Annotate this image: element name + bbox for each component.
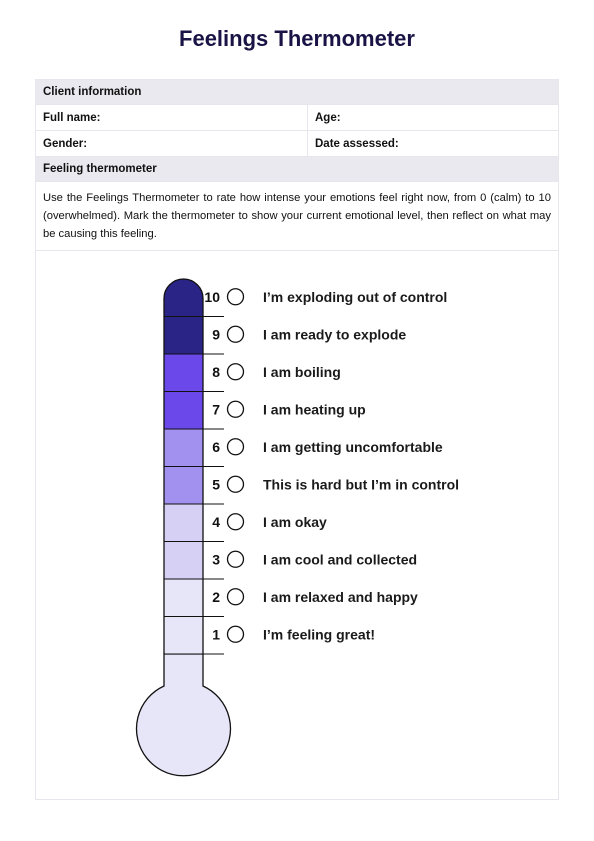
thermometer-segment — [164, 429, 203, 467]
age-field[interactable]: Age: — [315, 111, 341, 124]
thermometer-segment — [164, 317, 203, 355]
thermometer-segment — [164, 392, 203, 430]
thermometer-area — [36, 251, 558, 799]
thermometer-segment — [164, 542, 203, 580]
thermometer-segment — [164, 579, 203, 617]
level-label: I am getting uncomfortable — [263, 438, 443, 455]
thermometer-segment — [164, 504, 203, 542]
level-number: 1 — [212, 626, 220, 643]
level-label: I am relaxed and happy — [263, 588, 418, 605]
instructions-text: Use the Feelings Thermometer to rate how intense your emotions feel right now, from 0 (calm) to 10 (overwhelmed). Mark the thermometer to show your current emotional level, then reflect on what may be causing this feeling. — [36, 182, 558, 251]
level-number: 5 — [212, 476, 220, 493]
thermometer-segment — [164, 354, 203, 392]
level-label: I am okay — [263, 513, 327, 530]
level-number: 8 — [212, 363, 220, 380]
level-number: 6 — [212, 438, 220, 455]
level-label: I am heating up — [263, 401, 366, 418]
level-label: This is hard but I’m in control — [263, 476, 460, 493]
level-radio-4[interactable] — [228, 514, 244, 530]
level-label: I’m exploding out of control — [263, 288, 448, 305]
assessment-form — [35, 79, 559, 800]
level-radio-9[interactable] — [228, 326, 244, 342]
level-radio-8[interactable] — [228, 364, 244, 380]
level-number: 3 — [212, 551, 220, 568]
thermometer-segment — [164, 467, 203, 505]
level-radio-10[interactable] — [228, 289, 244, 305]
thermometer-graphic — [36, 251, 558, 799]
client-row-1 — [36, 105, 558, 131]
level-label: I am boiling — [263, 363, 341, 380]
thermometer-bulb — [137, 654, 231, 776]
level-number: 9 — [212, 326, 220, 343]
level-radio-3[interactable] — [228, 551, 244, 567]
level-number: 10 — [204, 288, 220, 305]
level-radio-6[interactable] — [228, 439, 244, 455]
level-label: I am cool and collected — [263, 551, 418, 568]
full-name-field[interactable]: Full name: — [36, 105, 308, 130]
level-radio-1[interactable] — [228, 626, 244, 642]
client-row-2 — [36, 131, 558, 157]
level-number: 2 — [212, 588, 220, 605]
date-assessed-field[interactable]: Date assessed: — [315, 137, 399, 150]
level-radio-5[interactable] — [228, 476, 244, 492]
level-label: I’m feeling great! — [263, 626, 376, 643]
feeling-thermometer-heading: Feeling thermometer — [36, 157, 558, 182]
level-label: I am ready to explode — [263, 326, 407, 343]
level-number: 7 — [212, 401, 220, 418]
thermometer-segment — [164, 617, 203, 655]
page-title: Feelings Thermometer — [179, 26, 415, 51]
level-radio-2[interactable] — [228, 589, 244, 605]
level-number: 4 — [212, 513, 220, 530]
gender-field[interactable]: Gender: — [36, 131, 308, 156]
client-info-heading: Client information — [36, 80, 558, 105]
level-radio-7[interactable] — [228, 401, 244, 417]
